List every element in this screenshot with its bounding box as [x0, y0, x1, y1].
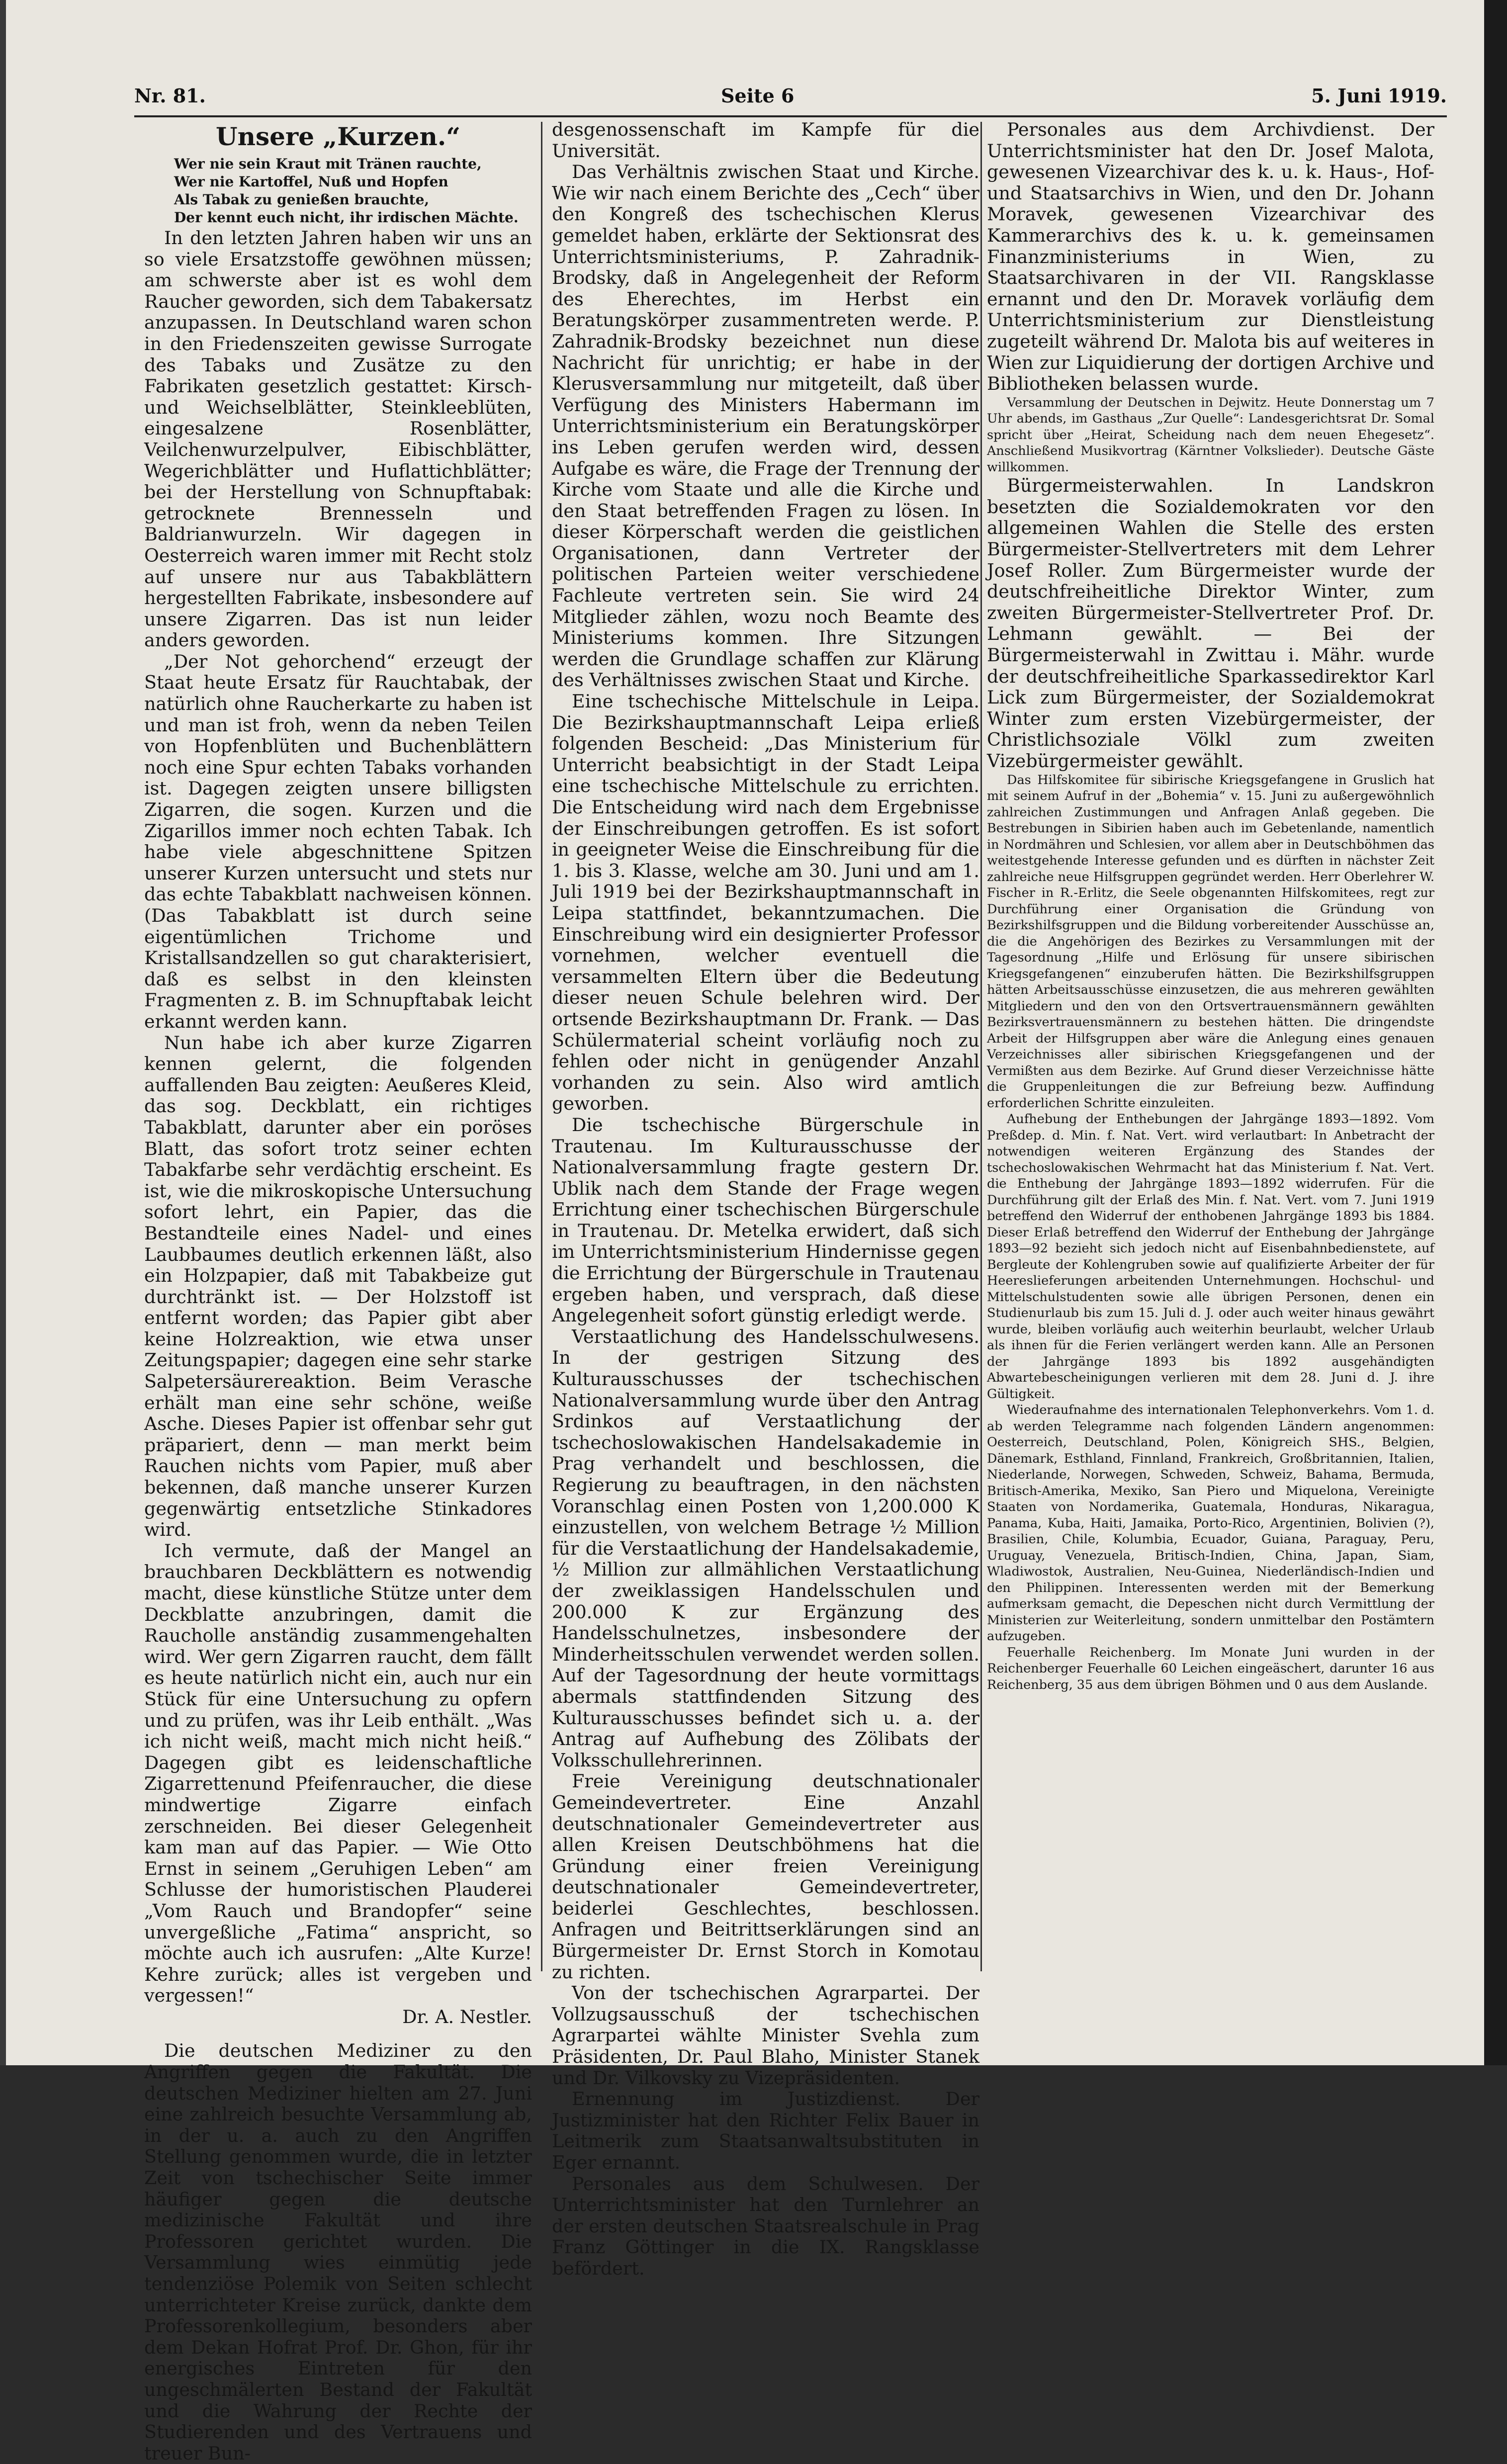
paragraph: Bürgermeisterwahlen. In Landskron besetzten die Sozialdemokraten vor den allgemeinen Wahlen die Stelle des ersten Bürgermeister-Stellvertreters mit dem Lehrer Josef Roller. Zum Bürgermeister wurde der deutschfreiheitliche Direktor Winter, zum zweiten Bürgermeister-Stellvertreter Prof. Dr. Lehmann gewählt. — Bei der Bürgermeisterwahl in Zwittau i. Mähr. wurde der deutschfreiheitliche Sparkassedirektor Karl Lick zum Bürgermeister, der Sozialdemokrat Winter zum ersten Vizebürgermeister, der Christlichsoziale Völkl zum zweiten Vizebürgermeister gewählt. — [987, 475, 1434, 772]
column-1 — [144, 119, 532, 2464]
paragraph: Versammlung der Deutschen in Dejwitz. Heute Donnerstag um 7 Uhr abends, im Gasthaus „Zur Quelle“: Landesgerichtsrat Dr. Somal spricht über „Heirat, Scheidung nach dem neuen Ehegesetz“. Anschließend Musikvortrag (Kärntner Volkslieder). Deutsche Gäste willkommen. — [987, 395, 1434, 475]
paragraph: Von der tschechischen Agrarpartei. Der Vollzugsausschuß der tschechischen Agrarpartei wählte Minister Svehla zum Präsidenten, Dr. Paul Blaho, Minister Stanek und Dr. Vilkovsky zu Vizepräsidenten. — [552, 1982, 979, 2089]
paragraph: Die deutschen Mediziner zu den Angriffen gegen die Fakultät. Die deutschen Mediziner hielten am 27. Juni eine zahlreich besuchte Versammlung ab, in der u. a. auch zu den Angriffen Stellung genommen wurde, die in letzter Zeit von tschechischer Seite immer häufiger gegen die deutsche medizinische Fakultät und ihre Professoren gerichtet wurden. Die Versammlung wies einmütig jede tendenziöse Polemik von Seiten schlecht unterrichteter Kreise zurück, dankte dem Professorenkollegium, besonders aber dem Dekan Hofrat Prof. Dr. Ghon, für ihr energisches Eintreten für den ungeschmälerten Bestand der Fakultät und die Wahrung der Rechte der Studierenden und des Vertrauens und treuer Bun- — [144, 2040, 532, 2464]
paragraph: Ernennung im Justizdienst. Der Justizminister hat den Richter Felix Bauer in Leitmerik zum Staatsanwaltsubstituten in Eger ernannt. — [552, 2088, 979, 2173]
paragraph: „Der Not gehorchend“ erzeugt der Staat heute Ersatz für Rauchtabak, der natürlich ohne Raucherkarte zu haben ist und man ist froh, wenn da neben Teilen von Hopfenblüten und Buchenblättern noch eine Spur echten Tabaks vorhanden ist. Dagegen zeigten unsere billigsten Zigarren, die sogen. Kurzen und die Zigarillos immer noch echten Tabak. Ich habe viele abgeschnittene Spitzen unserer Kurzen untersucht und stets nur das echte Tabakblatt nachweisen können. (Das Tabakblatt ist durch seine eigentümlichen Trichome und Kristallsandzellen so gut charakterisiert, daß es selbst in den kleinsten Fragmenten z. B. im Schnupftabak leicht erkannt werden kann. — [144, 650, 532, 1032]
paragraph: Personales aus dem Schulwesen. Der Unterrichtsminister hat den Turnlehrer an der ersten deutschen Staatsrealschule in Prag Franz Göttinger in die IX. Rangsklasse befördert. — [552, 2173, 979, 2279]
paragraph: Ich vermute, daß der Mangel an brauchbaren Deckblättern es notwendig macht, diese künstliche Stütze unter dem Deckblatte anzubringen, damit die Raucholle anständig zusammengehalten wird. Wer gern Zigarren raucht, dem fällt es heute natürlich nicht ein, auch nur ein Stück für eine Untersuchung zu opfern und zu prüfen, was ihr Leib enthält. „Was ich nicht weiß, macht mich nicht heiß.“ Dagegen gibt es leidenschaftliche Zigarrettenund Pfeifenraucher, die diese mindwertige Zigarre einfach zerschneiden. Bei dieser Gelegenheit kam man auf das Papier. — Wie Otto Ernst in seinem „Geruhigen Leben“ am Schlusse der humoristischen Plauderei „Vom Rauch und Brandopfer“ seine unvergeßliche „Fatima“ anspricht, so möchte auch ich ausrufen: „Alte Kurze! Kehre zurück; alles ist vergeben und vergessen!“ — [144, 1540, 532, 2007]
motto-line: Wer nie sein Kraut mit Tränen rauchte, — [174, 156, 482, 172]
paragraph: Eine tschechische Mittelschule in Leipa. Die Bezirkshauptmannschaft Leipa erließ folgenden Bescheid: „Das Ministerium für Unterricht beabsichtigt in der Stadt Leipa eine tschechische Mittelschule zu errichten. Die Entscheidung wird nach dem Ergebnisse der Einschreibungen getroffen. Es ist sofort in geeigneter Weise die Einschreibung für die 1. bis 3. Klasse, welche am 30. Juni und am 1. Juli 1919 bei der Bezirkshauptmannschaft in Leipa stattfindet, bekanntzumachen. Die Einschreibung wird ein designierter Professor vornehmen, welcher eventuell die versammelten Eltern über die Bedeutung dieser neuen Schule belehren wird. Der ortsende Bezirkshauptmann Dr. Frank. — Das Schülermaterial scheint vorläufig noch zu fehlen oder nicht in genügender Anzahl vorhanden zu sein. Also wird amtlich geworben. — [552, 691, 979, 1115]
issue-date: 5. Juni 1919. — [1311, 85, 1447, 107]
paragraph: Freie Vereinigung deutschnationaler Gemeindevertreter. Eine Anzahl deutschnationaler Gemeindevertreter aus allen Kreisen Deutschböhmens hat die Gründung einer freien Vereinigung deutschnationaler Gemeindevertreter, beiderlei Geschlechtes, beschlossen. Anfragen und Beitrittserklärungen sind an Bürgermeister Dr. Ernst Storch in Komotau zu richten. — [552, 1770, 979, 1983]
paragraph: Verstaatlichung des Handelsschulwesens. In der gestrigen Sitzung des Kulturausschusses der tschechischen Nationalversammlung wurde über den Antrag Srdinkos auf Verstaatlichung der tschechoslowakischen Handelsakademie in Prag verhandelt und beschlossen, die Regierung zu beauftragen, in den nächsten Voranschlag einen Posten von 1,200.000 K einzustellen, von welchem Betrage ½ Million für die Verstaatlichung der Handelsakademie, ½ Million zur allmählichen Verstaatlichung der zweiklassigen Handelsschulen und 200.000 K zur Ergänzung des Handelsschulnetzes, insbesondere der Minderheitsschulen verwendet werden sollen. Auf der Tagesordnung der heute vormittags abermals stattfindenden Sitzung des Kulturausschusses befindet sich u. a. der Antrag auf Aufhebung des Zölibats der Volksschullehrerinnen. — [552, 1325, 979, 1771]
paragraph: Aufhebung der Enthebungen der Jahrgänge 1893—1892. Vom Preßdep. d. Min. f. Nat. Vert. wird verlautbart: In Anbetracht der notwendigen weiteren Ergänzung des Standes der tschechoslowakischen Wehrmacht hat das Ministerium f. Nat. Vert. die Enthebung der Jahrgänge 1893—1892 widerrufen. Für die Durchführung gilt der Erlaß des Min. f. Nat. Vert. vom 7. Juni 1919 betreffend den Widerruf der enthobenen Jahrgänge 1893 bis 1884. Dieser Erlaß betreffend den Widerruf der Enthebung der Jahrgänge 1893—92 bezieht sich jedoch nicht auf Eisenbahnbedienstete, auf Bergleute der Kohlengruben sowie auf qualifizierte Arbeiter der für Heereslieferungen arbeitenden Unternehmungen. Hochschul- und Mittelschulstudenten sowie alle übrigen Personen, denen ein Studienurlaub bis zum 15. Juli d. J. oder auch weiter hinaus gewährt wurde, bleiben vorläufig auch weiterhin beurlaubt, welcher Urlaub als ihnen für die Ferien verlängert werden kann. Alle an Personen der Jahrgänge 1893 bis 1892 ausgehändigten Abwartebescheinigungen verlieren mit dem 28. Juni d. J. ihre Gültigkeit. — [987, 1112, 1434, 1402]
page-number: Seite 6 — [721, 85, 795, 107]
motto-line: Der kennt euch nicht, ihr irdischen Mächte. — [174, 209, 519, 226]
scan-right-edge — [1484, 0, 1507, 2065]
motto-line: Als Tabak zu genießen brauchte, — [174, 191, 430, 208]
column-3 — [987, 119, 1434, 1969]
column-rule-2 — [980, 122, 982, 1971]
header-rule — [134, 115, 1447, 117]
motto-line: Wer nie Kartoffel, Nuß und Hopfen — [174, 174, 448, 190]
paragraph: Das Verhältnis zwischen Staat und Kirche. Wie wir nach einem Berichte des „Cech“ über den Kongreß des tschechischen Klerus gemeldet haben, erklärte der Sektionsrat des Unterrichtsministeriums, P. Zahradnik-Brodsky, daß in Angelegenheit der Reform des Eherechtes, im Herbst ein Beratungskörper zusammentreten werde. P. Zahradnik-Brodsky bezeichnet nun diese Nachricht für unrichtig; er habe in der Klerusversammlung nur mitgeteilt, daß über Verfügung des Ministers Habermann im Unterrichtsministerium ein Beratungskörper ins Leben gerufen werden wird, dessen Aufgabe es wäre, die Frage der Trennung der Kirche vom Staate und alle die Kirche und den Staat betreffenden Fragen zu lösen. In dieser Körperschaft werden die geistlichen Organisationen, dann Vertreter der politischen Parteien weiter verschiedene Fachleute vertreten sein. Sie wird 24 Mitglieder zählen, wozu noch Beamte des Ministeriums kommen. Ihre Sitzungen werden die Grundlage schaffen zur Klärung des Verhältnisses zwischen Staat und Kirche. — [552, 161, 979, 691]
paragraph: Nun habe ich aber kurze Zigarren kennen gelernt, die folgenden auffallenden Bau zeigten: Aeußeres Kleid, das sog. Deckblatt, ein richtiges Tabakblatt, darunter aber ein poröses Blatt, das sofort trotz seiner echten Tabakfarbe sehr verdächtig erscheint. Es ist, wie die mikroskopische Untersuchung sofort lehrt, ein Papier, das die Bestandteile eines Nadel- und eines Laubbaumes deutlich erkennen läßt, also ein Holzpapier, daß mit Tabakbeize gut durchtränkt ist. — Der Holzstoff ist entfernt worden; das Papier gibt aber keine Holzreaktion, wie etwa unser Zeitungspapier; dagegen eine sehr starke Salpetersäurereaktion. Beim Verasche erhält man eine sehr schöne, weiße Asche. Dieses Papier ist offenbar sehr gut präpariert, denn — man merkt beim Rauchen nichts vom Papier, muß aber bekennen, daß manche unserer Kurzen gegenwärtig entsetzliche Stinkadores wird. — [144, 1032, 532, 1541]
issue-number: Nr. 81. — [134, 85, 206, 107]
column-rule-1 — [541, 122, 542, 1971]
article-title: Unsere „Kurzen.“ — [215, 122, 461, 151]
paragraph: Die tschechische Bürgerschule in Trautenau. Im Kulturausschusse der Nationalversammlung fragte gestern Dr. Ublik nach dem Stande der Frage wegen Errichtung einer tschechischen Bürgerschule in Trautenau. Dr. Metelka erwidert, daß sich im Unterrichtsministerium Hindernisse gegen die Errichtung der Bürgerschule in Trautenau ergeben haben, und versprach, daß diese Angelegenheit sofort günstig erledigt werde. — [552, 1114, 979, 1326]
paragraph: desgenossenschaft im Kampfe für die Universität. — [552, 119, 979, 162]
column-2 — [552, 119, 979, 2279]
paragraph: Feuerhalle Reichenberg. Im Monate Juni wurden in der Reichenberger Feuerhalle 60 Leichen eingeäschert, darunter 16 aus Reichenberg, 35 aus dem übrigen Böhmen und 0 aus dem Auslande. — [987, 1645, 1434, 1692]
page-header — [134, 81, 1447, 115]
paragraph: In den letzten Jahren haben wir uns an so viele Ersatzstoffe gewöhnen müssen; am schwerste aber ist es wohl dem Raucher geworden, sich dem Tabakersatz anzupassen. In Deutschland waren schon in den Friedenszeiten gewisse Surrogate des Tabaks und Zusätze zu den Fabrikaten gesetzlich gestattet: Kirsch- und Weichselblätter, Steinkleeblüten, eingesalzene Rosenblätter, Veilchenwurzelpulver, Eibischblätter, Wegerichblätter und Huflattichblätter; bei der Herstellung von Schnupftabak: getrocknete Brennesseln und Baldrianwurzeln. Wir dagegen in Oesterreich waren immer mit Recht stolz auf unsere nur aus Tabakblättern hergestellten Fabrikate, insbesondere auf unsere Zigarren. Das ist nun leider anders geworden. — [144, 227, 532, 651]
paragraph: Das Hilfskomitee für sibirische Kriegsgefangene in Gruslich hat mit seinem Aufruf in der „Bohemia“ v. 15. Juni zu außergewöhnlich zahlreichen Zustimmungen und Anfragen Anlaß gegeben. Die Bestrebungen in Sibirien haben auch im Gebetenlande, namentlich in Nordmähren und Schlesien, vor allem aber in Deutschböhmen das weitestgehende Interesse gefunden und es dürften in nächster Zeit zahlreiche neue Hilfsgruppen gegründet werden. Herr Oberlehrer W. Fischer in R.-Erlitz, die Seele obgenannten Hilfskomitees, regt zur Durchführung einer Organisation die Gründung von Bezirkshilfsgruppen und die Bildung vorbereitender Ausschüsse an, die die Angehörigen des Bezirkes zu Versammlungen mit der Tagesordnung „Hilfe und Erlösung für unsere sibirischen Kriegsgefangenen“ einzuberufen hätten. Die Bezirkshilfsgruppen hätten Arbeitsausschüsse einzusetzen, die aus mehreren gewählten Mitgliedern und den von den Ortsvertrauensmännern gewählten Bezirksvertrauensmännern zu bestehen hätten. Die dringendste Arbeit der Hilfsgruppen aber wäre die Anlegung eines genauen Verzeichnisses aller sibirischen Kriegsgefangenen und der Vermißten aus dem Bezirke. Auf Grund dieser Verzeichnisse hätte die Gruppenleitungen die zur Befreiung bezw. Auffindung erforderlichen Schritte einzuleiten. — [987, 772, 1434, 1111]
paragraph: Personales aus dem Archivdienst. Der Unterrichtsminister hat den Dr. Josef Malota, gewesenen Vizearchivar des k. u. k. Haus-, Hof- und Staatsarchivs in Wien, und den Dr. Johann Moravek, gewesenen Vizearchivar des Kammerarchivs des k. u. k. gemeinsamen Finanzministeriums in Wien, zu Staatsarchivaren in der VII. Rangsklasse ernannt und den Dr. Moravek vorläufig dem Unterrichtsministerium zur Dienstleistung zugeteilt während Dr. Malota bis auf weiteres in Wien zur Liquidierung der dortigen Archive und Bibliotheken belassen wurde. — [987, 119, 1434, 395]
paragraph: Wiederaufnahme des internationalen Telephonverkehrs. Vom 1. d. ab werden Telegramme nach folgenden Ländern angenommen: Oesterreich, Deutschland, Polen, Königreich SHS., Belgien, Dänemark, Esthland, Finnland, Frankreich, Großbritannien, Italien, Niederlande, Norwegen, Schweden, Schweiz, Bahama, Bermuda, Britisch-Amerika, Mexiko, San Piero und Miquelona, Vereinigte Staaten von Nordamerika, Guatemala, Honduras, Nikaragua, Panama, Kuba, Haiti, Jamaika, Porto-Rico, Argentinien, Bolivien (?), Brasilien, Chile, Kolumbia, Ecuador, Guiana, Paraguay, Peru, Uruguay, Venezuela, Britisch-Indien, China, Japan, Siam, Wladiwostok, Australien, Neu-Guinea, Niederländisch-Indien und den Philippinen. Interessenten werden mit der Bemerkung aufmerksam gemacht, die Depeschen nicht durch Vermittlung der Ministerien zur Weiterleitung, sondern unmittelbar den Postämtern aufzugeben. — [987, 1403, 1434, 1644]
article-signature: Dr. A. Nestler. — [402, 2006, 532, 2027]
scan-left-edge — [0, 0, 6, 2065]
